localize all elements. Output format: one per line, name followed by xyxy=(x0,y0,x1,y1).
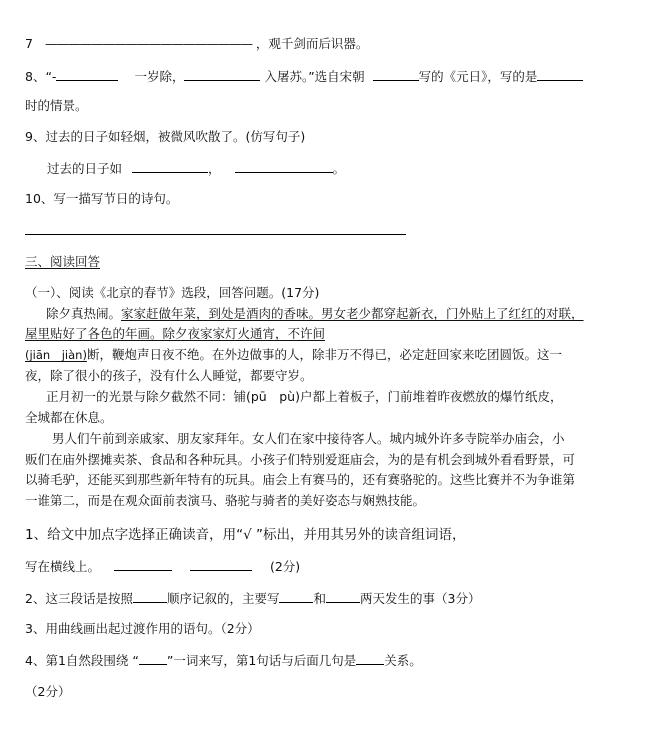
question-7 xyxy=(25,36,368,52)
q8-prefix: 8、“- xyxy=(25,69,57,84)
rq4-blank-1[interactable] xyxy=(139,652,167,665)
q8-blank-2[interactable] xyxy=(184,68,260,81)
q8-continuation: 时的情景。 xyxy=(25,98,88,113)
passage-p3-line-2: 贩们在庙外摆摊卖茶、食品和各种玩具。小孩子们特别爱逛庙会，为的是有机会到城外看看野景，可 xyxy=(25,452,576,467)
p1-l1-underlined: 家家赶做年菜，到处是酒肉的香味。男女老少都穿起新衣，门外贴上了红红的对联， xyxy=(121,306,584,321)
q2-d: 两天发生的事（3分） xyxy=(360,591,481,606)
rq2-blank-2[interactable] xyxy=(279,590,313,603)
question-9-answer xyxy=(47,160,345,177)
question-9-prompt: 9、过去的日子如轻烟，被微风吹散了。(仿写句子) xyxy=(25,129,306,144)
reading-question-1: 1、给文中加点字选择正确读音，用“√ ”标出，并用其另外的读音组词语， xyxy=(25,527,466,543)
passage-p2-line-2: 全城都在休息。 xyxy=(25,410,113,425)
passage-p1-line-1 xyxy=(46,306,584,322)
passage-p2-line-1: 正月初一的光景与除夕截然不同：铺(pū pù)户都上着板子，门前堆着昨夜燃放的爆竹纸皮， xyxy=(46,389,563,404)
q7-dashes: —————————————————— xyxy=(44,36,252,51)
q9-end: 。 xyxy=(332,161,346,176)
passage-p1-line-4: 夜，除了很小的孩子，没有什么人睡觉，都要守岁。 xyxy=(25,368,313,383)
p1-l3-rest: 断，鞭炮声日夜不绝。在外边做事的人，除非万不得已，必定赶回家来吃团圆饭。这一 xyxy=(86,347,562,362)
reading-question-4 xyxy=(25,652,422,669)
q8-blank-3[interactable] xyxy=(373,68,419,81)
q1-score: (2分) xyxy=(269,559,301,574)
q8-part3: 写的《元日》，写的是 xyxy=(418,69,538,84)
q9-blank-2[interactable] xyxy=(235,160,333,173)
question-8 xyxy=(25,68,583,85)
q4-c: 关系。 xyxy=(384,653,422,668)
q8-part1: 一岁除， xyxy=(134,69,185,84)
q8-part2: 入屠苏。”选自宋朝 xyxy=(264,69,365,84)
rq2-blank-1[interactable] xyxy=(133,590,167,603)
passage-p3-line-3: 以骑毛驴，还能买到那些新年特有的玩具。庙会上有赛马的，还有赛骆驼的。这些比赛并不为争谁第 xyxy=(25,472,576,487)
q9-blank-1[interactable] xyxy=(132,160,208,173)
q1-cont-text: 写在横线上。 xyxy=(25,559,101,574)
section-3-title: 三、阅读回答 xyxy=(25,254,101,269)
passage-intro: （一）、阅读《北京的春节》选段，回答问题。(17分) xyxy=(25,285,320,300)
q4-b: ”一词来写，第1句话与后面几句是 xyxy=(166,653,357,668)
reading-question-3: 3、用曲线画出起过渡作用的语句。（2分） xyxy=(25,621,260,636)
rq4-blank-2[interactable] xyxy=(356,652,384,665)
q2-b: 顺序记叙的，主要写 xyxy=(166,591,280,606)
q4-a: 4、第1自然段围绕 “ xyxy=(25,653,139,668)
p1-l1-plain: 除夕真热闹。 xyxy=(46,306,122,321)
q2-a: 2、这三段话是按照 xyxy=(25,591,133,606)
rq1-blank-1[interactable] xyxy=(114,558,172,571)
question-10-prompt: 10、写一描写节日的诗句。 xyxy=(25,191,179,206)
reading-question-4-score: （2分） xyxy=(25,684,71,699)
q9-answer-prefix: 过去的日子如 xyxy=(47,161,123,176)
passage-p3-line-4: 一谁第二，而是在观众面前表演马、骆驼与骑者的美好姿态与娴熟技能。 xyxy=(25,493,426,508)
rq2-blank-3[interactable] xyxy=(326,590,360,603)
q9-sep: ， xyxy=(208,161,221,176)
passage-p1-line-3 xyxy=(25,347,562,363)
q7-text: ，观千剑而后识器。 xyxy=(255,36,369,51)
rq1-blank-2[interactable] xyxy=(190,558,252,571)
p1-l3-pinyin: (jiān jiàn) xyxy=(25,348,87,362)
q2-c: 和 xyxy=(313,591,326,606)
passage-p3-line-1: 男人们午前到亲戚家、朋友家拜年。女人们在家中接待客人。城内城外许多寺院举办庙会，小 xyxy=(52,431,565,446)
reading-question-1-cont xyxy=(25,558,300,575)
passage-p1-line-2: 屋里贴好了各色的年画。除夕夜家家灯火通宵，不许间 xyxy=(25,326,326,341)
q8-blank-1[interactable] xyxy=(56,68,118,81)
q8-blank-4[interactable] xyxy=(537,68,583,81)
reading-question-2 xyxy=(25,590,480,607)
q10-answer-line[interactable] xyxy=(25,234,406,235)
q7-number: 7 xyxy=(25,36,33,51)
